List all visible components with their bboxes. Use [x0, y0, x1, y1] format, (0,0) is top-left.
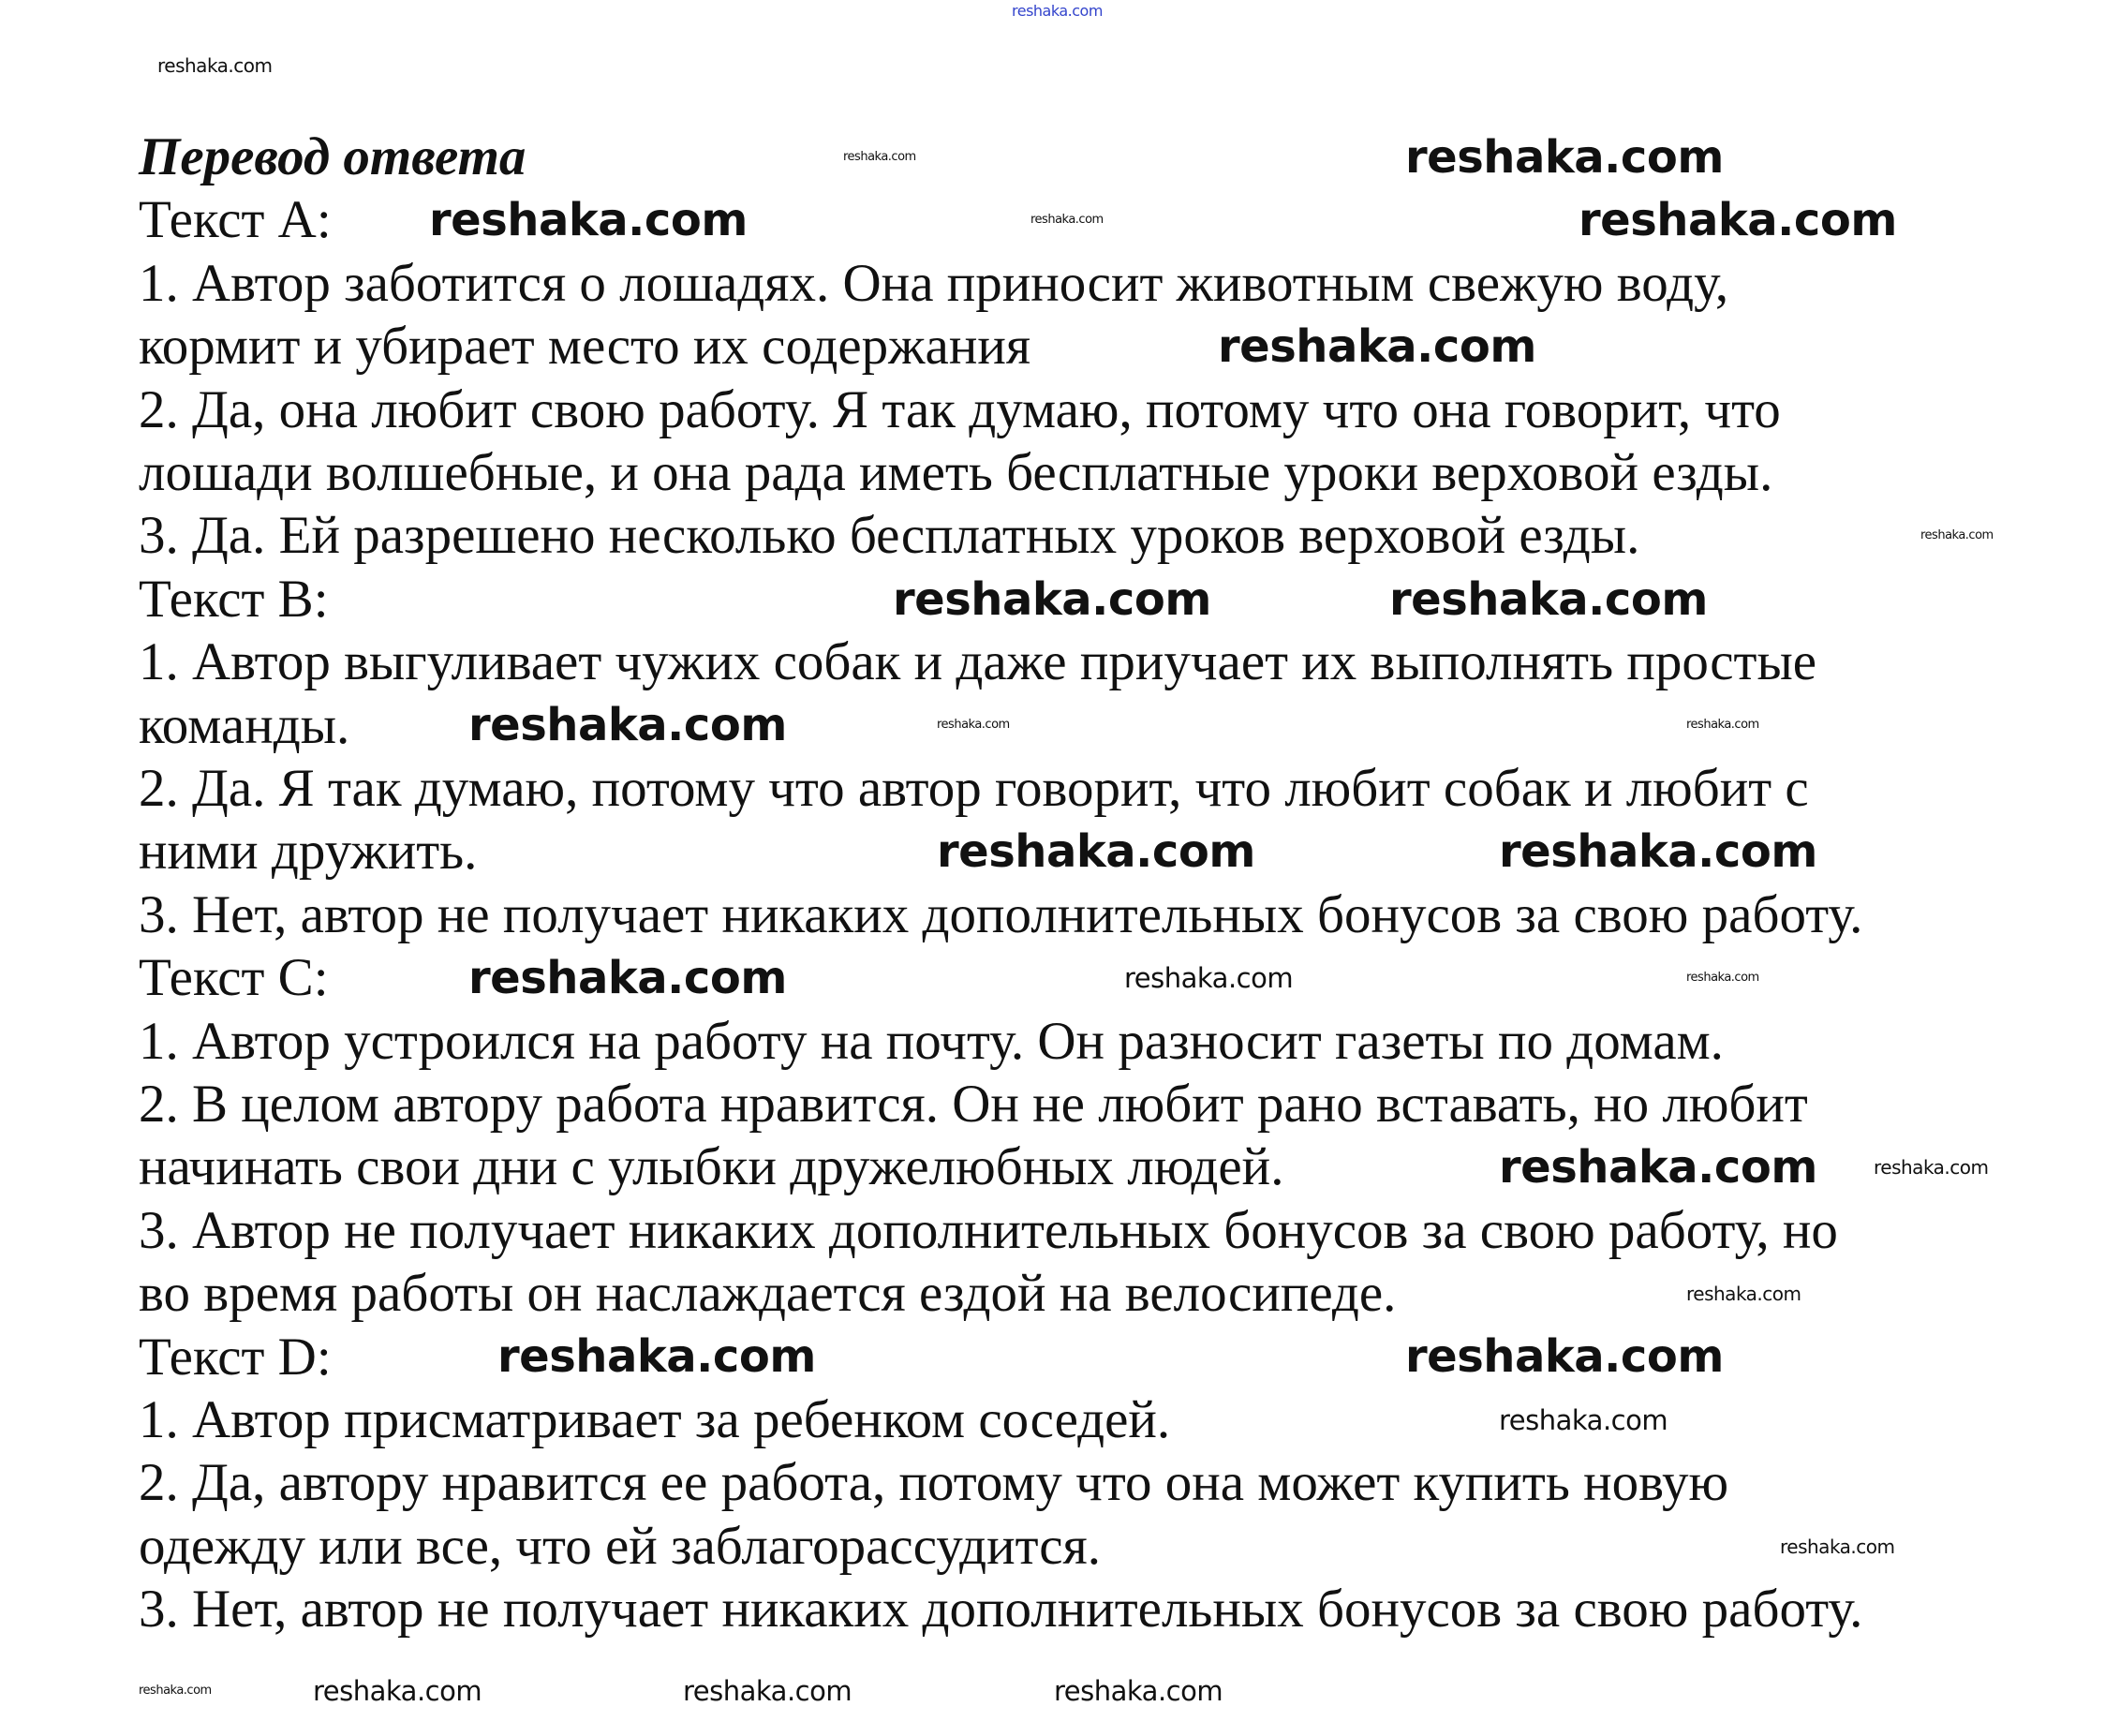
answer-line: 2. Да, она любит свою работу. Я так думаю, потому что она говорит, что [139, 379, 1781, 439]
watermark: reshaka.com [313, 1675, 482, 1707]
answer-line: 2. В целом автору работа нравится. Он не любит рано вставать, но любит [139, 1075, 1808, 1134]
watermark: reshaka.com [1780, 1536, 1895, 1558]
answer-line: начинать свои дни с улыбки дружелюбных людей. [139, 1137, 1284, 1197]
answer-line: 1. Автор выгуливает чужих собак и даже приучает их выполнять простые [139, 632, 1817, 692]
answer-line: 1. Автор присматривает за ребенком соседей. [139, 1390, 1171, 1449]
watermark: reshaka.com [468, 699, 787, 751]
section-heading: Текст C: [139, 948, 329, 1008]
watermark: reshaka.com [497, 1330, 816, 1383]
watermark: reshaka.com [157, 54, 273, 77]
answer-line: во время работы он наслаждается ездой на велосипеде. [139, 1264, 1397, 1324]
watermark: reshaka.com [1012, 2, 1103, 20]
watermark: reshaka.com [1054, 1675, 1223, 1707]
answer-line: кормит и убирает место их содержания [139, 317, 1031, 377]
section-heading: Текст B: [139, 569, 329, 629]
watermark: reshaka.com [1405, 1330, 1724, 1383]
document-title: Перевод ответа [139, 127, 526, 186]
watermark: reshaka.com [1030, 213, 1104, 227]
answer-line: ними дружить. [139, 822, 478, 882]
answer-line: 2. Да, автору нравится ее работа, потому что она может купить новую [139, 1453, 1729, 1513]
watermark: reshaka.com [1499, 1404, 1668, 1436]
watermark: reshaka.com [1686, 718, 1759, 732]
answer-line: 3. Да. Ей разрешено несколько бесплатных уроков верховой езды. [139, 506, 1640, 566]
answer-line: 1. Автор заботится о лошадях. Она приносит животным свежую воду, [139, 253, 1729, 313]
watermark: reshaka.com [468, 952, 787, 1004]
watermark: reshaka.com [1920, 528, 1994, 542]
answer-line: 3. Нет, автор не получает никаких дополнительных бонусов за свою работу. [139, 1580, 1863, 1640]
answer-line: лошади волшебные, и она рада иметь бесплатные уроки верховой езды. [139, 443, 1773, 502]
section-heading: Текст D: [139, 1327, 332, 1387]
watermark: reshaka.com [937, 825, 1255, 878]
answer-line: 2. Да. Я так думаю, потому что автор говорит, что любит собак и любит с [139, 759, 1809, 818]
watermark: reshaka.com [1686, 971, 1759, 985]
watermark: reshaka.com [683, 1675, 852, 1707]
watermark: reshaka.com [139, 1684, 212, 1698]
answer-line: 3. Автор не получает никаких дополнительных бонусов за свою работу, но [139, 1200, 1838, 1260]
watermark: reshaka.com [1499, 1141, 1817, 1194]
answer-line: 3. Нет, автор не получает никаких дополнительных бонусов за свою работу. [139, 884, 1863, 944]
watermark: reshaka.com [1686, 1283, 1801, 1305]
answer-line: 1. Автор устроился на работу на почту. Он разносит газеты по домам. [139, 1011, 1724, 1071]
watermark: reshaka.com [1874, 1156, 1989, 1179]
answer-line: команды. [139, 695, 350, 755]
watermark: reshaka.com [1389, 573, 1708, 626]
watermark: reshaka.com [1124, 962, 1294, 994]
watermark: reshaka.com [1218, 320, 1536, 373]
watermark: reshaka.com [843, 150, 916, 164]
watermark: reshaka.com [1499, 825, 1817, 878]
watermark: reshaka.com [1579, 194, 1897, 246]
watermark: reshaka.com [937, 718, 1010, 732]
section-heading: Текст A: [139, 190, 332, 250]
watermark: reshaka.com [1405, 131, 1724, 184]
watermark: reshaka.com [429, 194, 748, 246]
watermark: reshaka.com [893, 573, 1211, 626]
answer-line: одежду или все, что ей заблагорассудится. [139, 1516, 1102, 1576]
